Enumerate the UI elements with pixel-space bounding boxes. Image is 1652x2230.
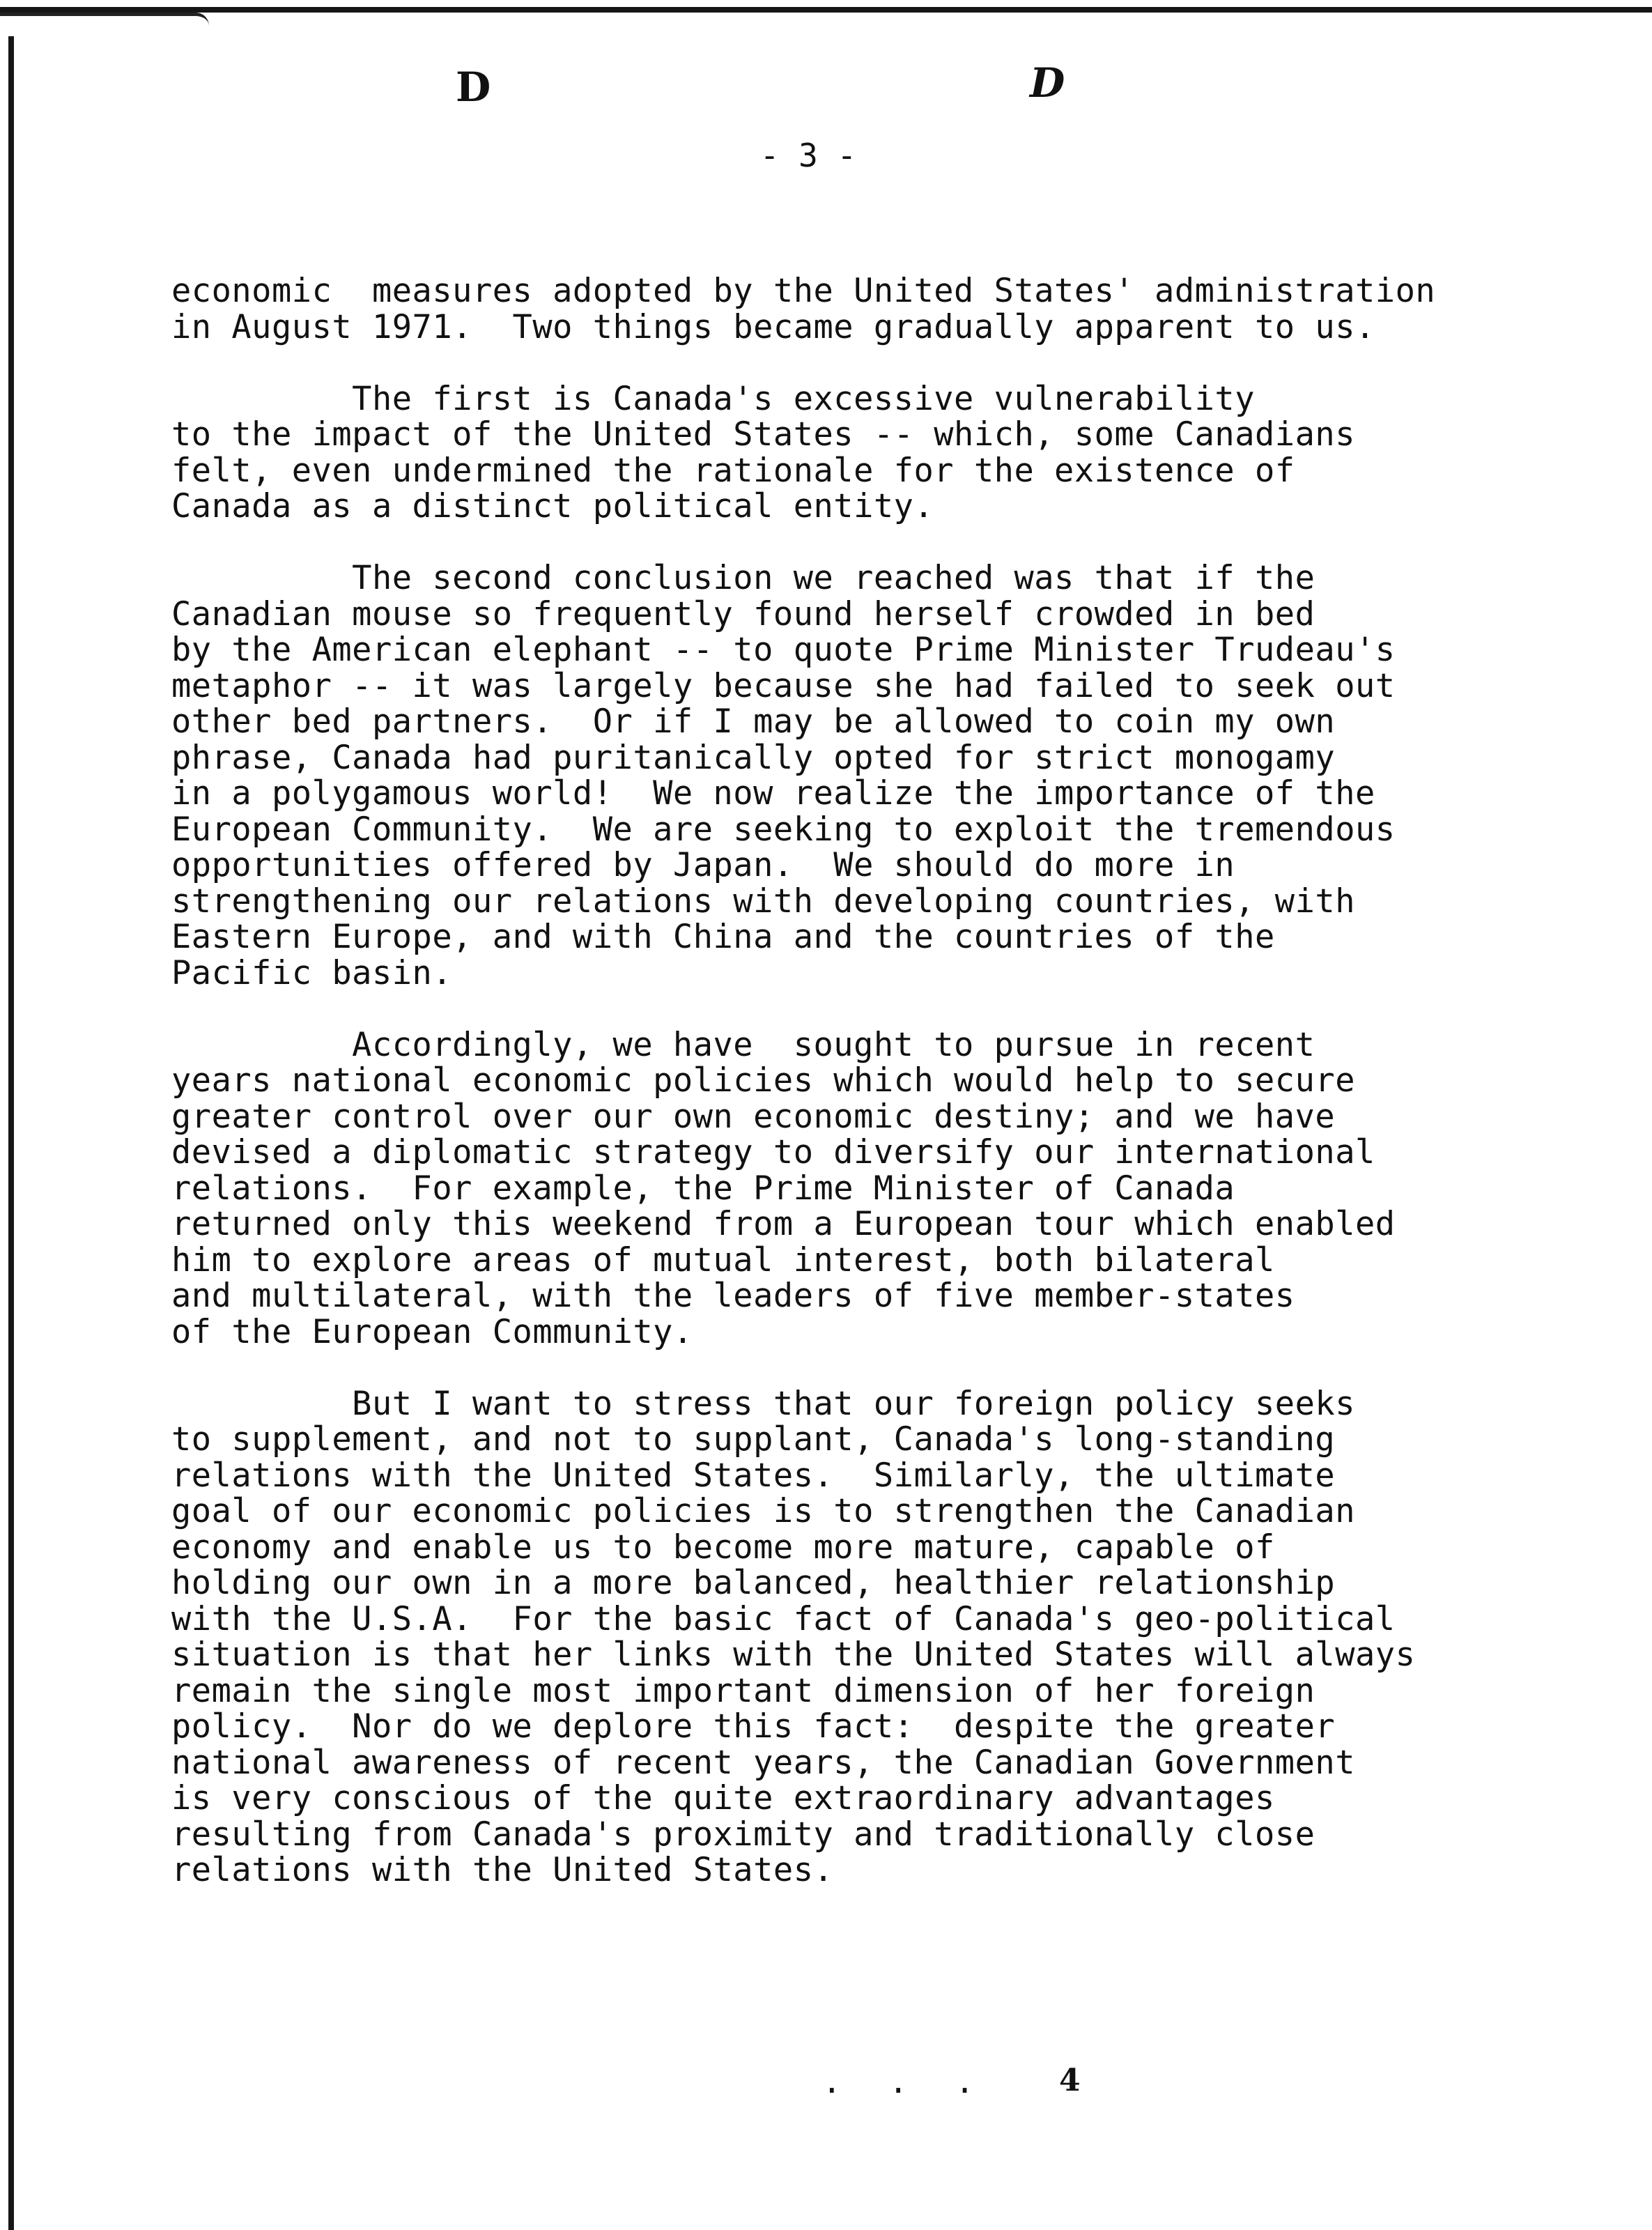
scan-border-curl: [0, 13, 209, 26]
text-line: Canada as a distinct political entity.: [171, 487, 934, 525]
text-line: in a polygamous world! We now realize the importance of the: [171, 774, 1375, 813]
text-line: to the impact of the United States -- which, some Canadians: [171, 415, 1355, 454]
text-line: by the American elephant -- to quote Prime Minister Trudeau's: [171, 631, 1396, 669]
text-line: policy. Nor do we deplore this fact: despite the greater: [171, 1707, 1336, 1746]
text-line: strengthening our relations with developing countries, with: [171, 882, 1355, 921]
handwritten-mark-right: D: [1030, 59, 1065, 107]
continuation-dots: . . .: [822, 2063, 989, 2100]
text-line: devised a diplomatic strategy to diversify our international: [171, 1133, 1375, 1171]
text-line: relations with the United States.: [171, 1851, 834, 1889]
text-line: opportunities offered by Japan. We should do more in: [171, 846, 1235, 884]
text-line: European Community. We are seeking to exploit the tremendous: [171, 810, 1396, 849]
paragraph: [171, 560, 1516, 991]
text-line: metaphor -- it was largely because she had failed to seek out: [171, 666, 1396, 705]
text-line: years national economic policies which would help to secure: [171, 1061, 1355, 1100]
text-line: goal of our economic policies is to strengthen the Canadian: [171, 1492, 1355, 1530]
text-line: other bed partners. Or if I may be allowed to coin my own: [171, 702, 1336, 741]
text-line: Eastern Europe, and with China and the countries of the: [171, 918, 1275, 956]
text-line: Pacific basin.: [171, 953, 453, 992]
text-line: him to explore areas of mutual interest, both bilateral: [171, 1240, 1275, 1279]
text-line: of the European Community.: [171, 1312, 693, 1351]
text-line: economic measures adopted by the United States' administration: [171, 272, 1436, 310]
paragraph: [171, 1386, 1516, 1889]
text-line: to supplement, and not to supplant, Canada's long-standing: [171, 1420, 1336, 1459]
text-line: felt, even undermined the rationale for the existence of: [171, 451, 1295, 490]
scan-border-top: [0, 7, 1652, 13]
text-line: greater control over our own economic destiny; and we have: [171, 1097, 1336, 1136]
text-line: is very conscious of the quite extraordinary advantages: [171, 1779, 1275, 1817]
text-line: phrase, Canada had puritanically opted for strict monogamy: [171, 738, 1336, 777]
page-number: - 3 -: [759, 137, 857, 174]
text-line: But I want to stress that our foreign policy seeks: [171, 1384, 1355, 1423]
text-line: remain the single most important dimension of her foreign: [171, 1671, 1315, 1710]
body-text: [171, 273, 1516, 1924]
text-line: relations. For example, the Prime Minister of Canada: [171, 1169, 1235, 1208]
text-line: The first is Canada's excessive vulnerability: [171, 379, 1256, 418]
text-line: returned only this weekend from a European tour which enabled: [171, 1205, 1396, 1243]
text-line: The second conclusion we reached was that if the: [171, 559, 1315, 597]
paragraph: [171, 381, 1516, 525]
text-line: national awareness of recent years, the Canadian Government: [171, 1743, 1355, 1782]
text-line: Accordingly, we have sought to pursue in recent: [171, 1025, 1315, 1064]
text-line: and multilateral, with the leaders of five member-states: [171, 1277, 1295, 1315]
paragraph: [171, 273, 1516, 345]
text-line: economy and enable us to become more mature, capable of: [171, 1528, 1275, 1567]
text-line: resulting from Canada's proximity and traditionally close: [171, 1815, 1315, 1854]
text-line: in August 1971. Two things became gradually apparent to us.: [171, 307, 1375, 346]
handwritten-mark-left: D: [456, 63, 491, 111]
scan-border-left: [8, 36, 14, 2230]
paragraph: [171, 1027, 1516, 1351]
text-line: situation is that her links with the United States will always: [171, 1636, 1416, 1674]
next-page-number: 4: [1059, 2063, 1081, 2098]
text-line: Canadian mouse so frequently found herself crowded in bed: [171, 594, 1315, 633]
text-line: holding our own in a more balanced, healthier relationship: [171, 1564, 1336, 1602]
text-line: with the U.S.A. For the basic fact of Canada's geo-political: [171, 1599, 1396, 1638]
text-line: relations with the United States. Similarly, the ultimate: [171, 1456, 1336, 1495]
